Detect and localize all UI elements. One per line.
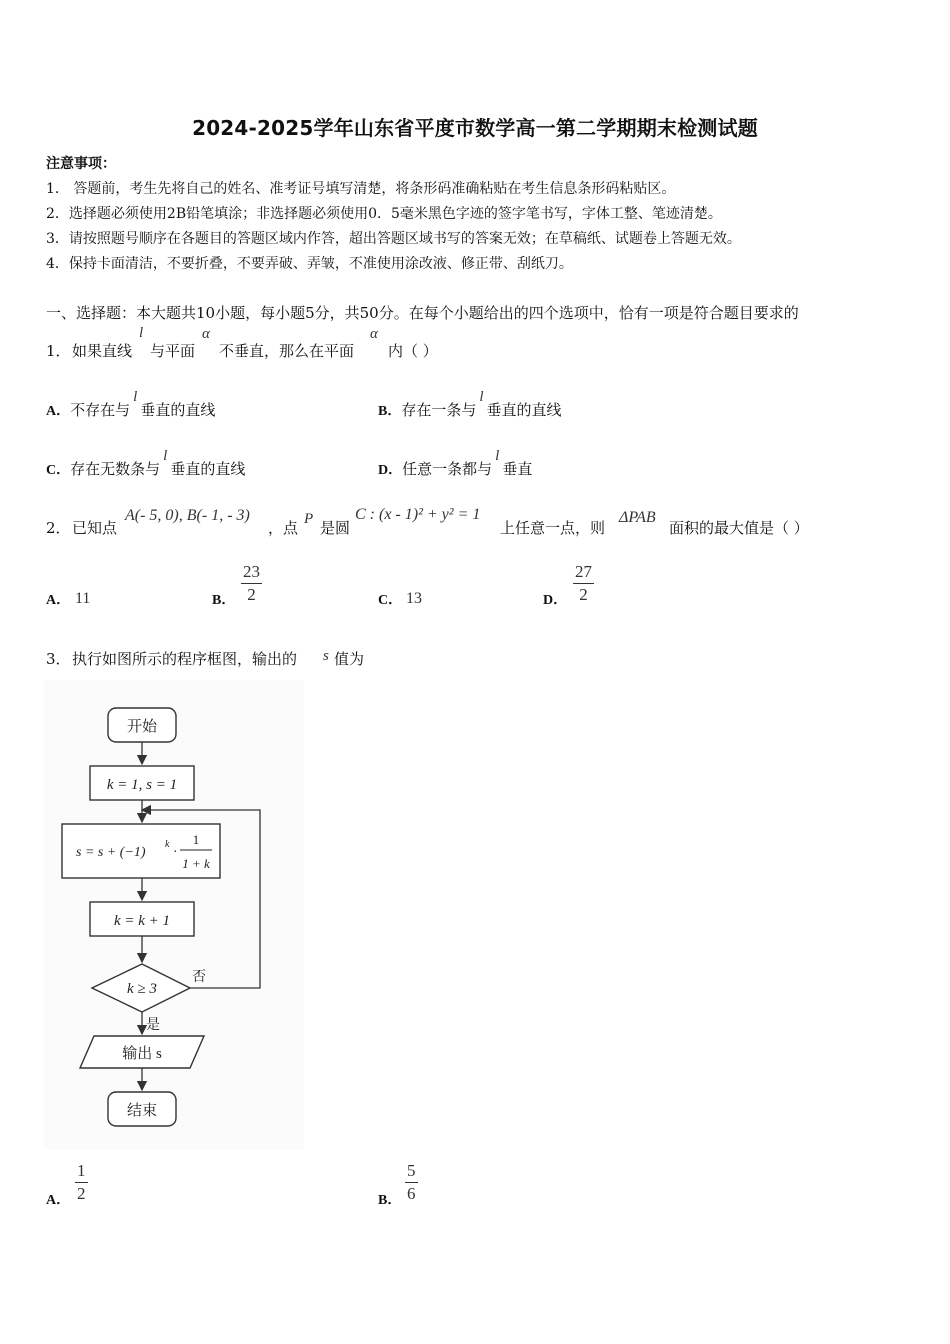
notice-item-1: 1． 答题前，考生先将自己的姓名、准考证号填写清楚，将条形码准确粘贴在考生信息条形码粘贴区。 [46, 181, 676, 197]
question-2-text-b: ，点 [268, 519, 299, 537]
option-text: 不存在与 [70, 401, 131, 419]
option-text: 垂直 [502, 460, 533, 478]
flow-init-label: k = 1, s = 1 [106, 777, 178, 793]
section-heading: 一、选择题：本大题共10小题，每小题5分，共50分。在每个小题给出的四个选项中，恰有一项是符合题目要求的 [46, 304, 799, 322]
fraction-bar [405, 1182, 418, 1183]
question-3-text-b: 值为 [334, 650, 365, 668]
flow-update-lhs: s = s + (−1) [76, 845, 146, 860]
q1-option-b[interactable] [378, 389, 562, 420]
q3-option-a-letter[interactable]: A． [46, 1193, 71, 1208]
q2-option-b-fraction [241, 562, 262, 605]
q1-option-d[interactable] [378, 448, 533, 479]
flow-end-label: 结束 [126, 1103, 158, 1119]
fraction-numerator: 23 [243, 562, 260, 581]
flow-update-numerator: 1 [192, 832, 200, 847]
option-text: 垂直的直线 [140, 401, 216, 419]
flow-output-label: 输出 s [122, 1046, 162, 1062]
option-text: 垂直的直线 [170, 460, 246, 478]
notice-item-2: 2．选择题必须使用2B铅笔填涂；非选择题必须使用0．5毫米黑色字迹的签字笔书写，字体工整、笔迹清楚。 [46, 206, 722, 222]
option-symbol: l [163, 448, 168, 464]
question-2-text-a: 已知点 [72, 519, 118, 537]
question-3-number: 3． [46, 650, 71, 668]
q2-option-d-fraction [573, 562, 594, 605]
q3-option-b-letter[interactable]: B． [378, 1193, 402, 1208]
fraction-denominator: 2 [77, 1184, 86, 1203]
question-1-text-c: 不垂直，那么在平面 [219, 342, 355, 360]
option-letter: D． [378, 463, 403, 478]
q3-option-a-fraction [75, 1161, 88, 1204]
notice-heading: 注意事项： [46, 156, 116, 172]
question-2-circle-equation: C : (x - 1)² + y² = 1 [355, 506, 481, 523]
fraction-bar [573, 583, 594, 584]
flow-no-label: 否 [192, 970, 206, 985]
page-title: 2024-2025学年山东省平度市数学高一第二学期期末检测试题 [192, 116, 758, 140]
fraction-bar [75, 1182, 88, 1183]
flow-update-dot: · [173, 845, 178, 860]
fraction-denominator: 2 [579, 585, 588, 604]
fraction-numerator: 1 [77, 1161, 86, 1180]
question-3-text-a: 执行如图所示的程序框图，输出的 [72, 650, 298, 668]
q1-option-c[interactable] [46, 448, 246, 479]
option-text: 存在一条与 [401, 401, 477, 419]
fraction-denominator: 6 [407, 1184, 416, 1203]
question-1-number: 1． [46, 342, 71, 360]
question-1-plane-symbol: α [202, 326, 210, 342]
q3-option-b-fraction [405, 1161, 418, 1204]
flow-yes-label: 是 [146, 1018, 160, 1033]
question-2-number: 2． [46, 519, 71, 537]
flow-update-exponent: k [165, 839, 170, 850]
option-letter: B． [378, 404, 402, 419]
option-symbol: l [495, 448, 500, 464]
notice-item-3: 3．请按照题号顺序在各题目的答题区域内作答，超出答题区域书写的答案无效；在草稿纸、试题卷上答题无效。 [46, 231, 741, 247]
question-2-triangle: ΔPAB [619, 509, 656, 526]
question-2-points: A(- 5, 0), B(- 1, - 3) [125, 507, 250, 524]
option-letter: C． [46, 463, 71, 478]
option-text: 垂直的直线 [486, 401, 562, 419]
question-2-text-c: 是圆 [320, 519, 351, 537]
q2-option-b-letter[interactable]: B． [212, 593, 236, 608]
question-3-var-s: s [323, 648, 329, 664]
question-2-point-p: P [304, 511, 314, 527]
q2-option-d-letter[interactable]: D． [543, 593, 568, 608]
fraction-denominator: 2 [247, 585, 256, 604]
fraction-numerator: 27 [575, 562, 592, 581]
option-text: 任意一条都与 [402, 460, 493, 478]
question-1-text-a: 如果直线 [72, 342, 133, 360]
option-symbol: l [479, 389, 484, 405]
fraction-numerator: 5 [407, 1161, 416, 1180]
notice-item-4: 4．保持卡面清洁，不要折叠，不要弄破、弄皱，不准使用涂改液、修正带、刮纸刀。 [46, 256, 573, 272]
q2-option-c-value: 13 [406, 590, 422, 607]
flowchart [44, 680, 304, 1150]
question-1-line-symbol: l [139, 325, 144, 341]
question-1-text-b: 与平面 [150, 342, 196, 360]
flow-update-denominator: 1 + k [182, 856, 210, 871]
q2-option-a-letter[interactable]: A． [46, 593, 71, 608]
question-1-plane-symbol-2: α [370, 326, 378, 342]
q1-option-a[interactable] [46, 389, 216, 420]
question-2-text-e: 面积的最大值是（ ） [669, 519, 809, 537]
question-1-text-d: 内（ ） [388, 342, 438, 360]
q2-option-a-value: 11 [75, 590, 91, 607]
option-symbol: l [133, 389, 138, 405]
flow-increment-label: k = k + 1 [113, 913, 171, 929]
option-letter: A． [46, 404, 71, 419]
question-2-text-d: 上任意一点，则 [500, 519, 606, 537]
fraction-bar [241, 583, 262, 584]
flow-decision-label: k ≥ 3 [127, 981, 157, 997]
option-text: 存在无数条与 [70, 460, 161, 478]
q2-option-c-letter[interactable]: C． [378, 593, 403, 608]
flow-start-label: 开始 [126, 719, 158, 735]
